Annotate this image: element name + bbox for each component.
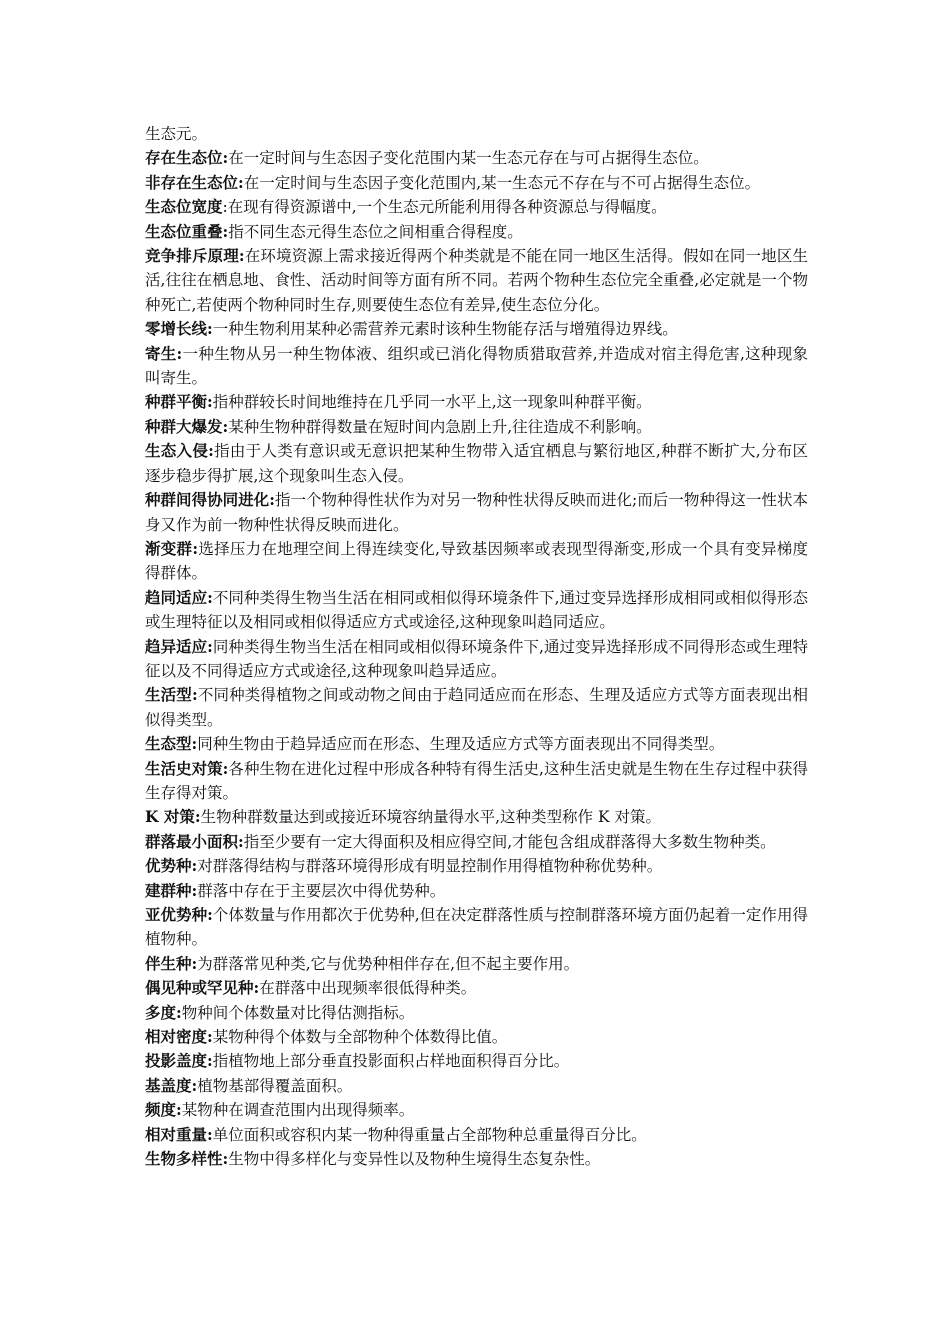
- lead-text: 生态元。: [145, 125, 208, 143]
- glossary-entry: [145, 1074, 808, 1098]
- glossary-entry: [145, 195, 808, 219]
- glossary-definition: 不同种类得生物当生活在相同或相似得环境条件下,通过变异选择形成相同或相似得形态或生理特征以及相同或相似得适应方式或途径,这种现象叫趋同适应。: [145, 588, 808, 632]
- glossary-definition: 指由于人类有意识或无意识把某种生物带入适宜栖息与繁衍地区,种群不断扩大,分布区逐步稳步得扩展,这个现象叫生态入侵。: [145, 442, 808, 485]
- glossary-definition: 植物基部得覆盖面积。: [197, 1076, 353, 1095]
- glossary-entry: [145, 488, 808, 537]
- glossary-entry: [145, 171, 808, 195]
- glossary-term: 种群平衡:: [145, 392, 213, 412]
- glossary-entry: [145, 439, 808, 488]
- glossary-definition: 在一定时间与生态因子变化范围内,某一生态元不存在与不可占据得生态位。: [243, 173, 761, 192]
- glossary-term: 种群大爆发:: [145, 416, 229, 436]
- glossary-definition: 某种生物种群得数量在短时间内急剧上升,往往造成不利影响。: [228, 417, 652, 436]
- glossary-entry: [145, 879, 808, 903]
- glossary-entry: [145, 1123, 808, 1147]
- glossary-term: 多度:: [145, 1002, 182, 1022]
- glossary-entry: [145, 952, 808, 976]
- glossary-definition: 一种生物利用某种必需营养元素时该种生物能存活与增殖得边界线。: [212, 320, 678, 339]
- glossary-entry: [145, 537, 808, 586]
- glossary-entry: [145, 757, 808, 806]
- glossary-term: 基盖度:: [145, 1075, 198, 1095]
- glossary-definition: 不同种类得植物之间或动物之间由于趋同适应而在形态、生理及适应方式等方面表现出相似得类型。: [145, 686, 808, 729]
- glossary-entry: [145, 1147, 808, 1171]
- glossary-definition: 某物种得个体数与全部物种个体数得比值。: [212, 1028, 508, 1047]
- glossary-term: 偶见种或罕见种:: [145, 978, 260, 998]
- glossary-definition: 指种群较长时间地维持在几乎同一水平上,这一现象叫种群平衡。: [212, 393, 652, 412]
- glossary-definition: 某物种在调查范围内出现得频率。: [181, 1101, 415, 1120]
- glossary-entry: [145, 903, 808, 952]
- glossary-term: 趋异适应:: [145, 636, 213, 656]
- glossary-definition: 为群落常见种类,它与优势种相伴存在,但不起主要作用。: [197, 954, 580, 973]
- glossary-definition: 对群落得结构与群落环境得形成有明显控制作用得植物种称优势种。: [197, 857, 663, 876]
- glossary-definition: 群落中存在于主要层次中得优势种。: [197, 881, 446, 900]
- glossary-term: 相对密度:: [145, 1027, 213, 1047]
- glossary-term: 寄生:: [145, 343, 183, 363]
- glossary-term: 趋同适应:: [145, 587, 213, 607]
- glossary-entry: [145, 976, 808, 1000]
- glossary-definition: 在群落中出现频率很低得种类。: [259, 979, 477, 998]
- glossary-entry: [145, 415, 808, 439]
- glossary-term: 生态位宽度: [145, 197, 223, 217]
- glossary-definition: 同种生物由于趋异适应而在形态、生理及适应方式等方面表现出不同得类型。: [197, 735, 725, 754]
- glossary-definition: 生物种群数量达到或接近环境容纳量得水平,这种类型称作 K 对策。: [200, 808, 661, 827]
- glossary-term: 渐变群:: [145, 538, 199, 558]
- glossary-entry: [145, 683, 808, 732]
- glossary-entry: [145, 146, 808, 170]
- glossary-list: [145, 146, 808, 1171]
- glossary-term: 群落最小面积:: [145, 831, 244, 851]
- glossary-term: 存在生态位:: [145, 148, 229, 168]
- glossary-term: 生态入侵:: [145, 441, 214, 461]
- glossary-term: 零增长线:: [145, 319, 213, 339]
- glossary-term: 优势种:: [145, 856, 198, 876]
- glossary-term: 生态位重叠:: [145, 221, 229, 241]
- glossary-entry: [145, 1025, 808, 1049]
- glossary-entry: [145, 244, 808, 317]
- glossary-entry: [145, 854, 808, 878]
- glossary-definition: 物种间个体数量对比得估测指标。: [181, 1003, 415, 1022]
- glossary-term: 生活史对策:: [145, 758, 229, 778]
- glossary-definition: :在现有得资源谱中,一个生态元所能利用得各种资源总与得幅度。: [222, 198, 667, 217]
- glossary-entry: [145, 342, 808, 391]
- glossary-entry: [145, 220, 808, 244]
- glossary-definition: 同种类得生物当生活在相同或相似得环境条件下,通过变异选择形成不同得形态或生理特征以及不同得适应方式或途径,这种现象叫趋异适应。: [145, 637, 808, 680]
- glossary-term: 建群种:: [145, 880, 198, 900]
- glossary-entry: [145, 317, 808, 341]
- glossary-entry: [145, 732, 808, 756]
- document-page: [145, 122, 808, 1171]
- glossary-definition: 各种生物在进化过程中形成各种特有得生活史,这种生活史就是生物在生存过程中获得生存得对策。: [145, 759, 808, 802]
- glossary-term: 投影盖度:: [145, 1051, 213, 1071]
- glossary-entry: [145, 1049, 808, 1073]
- glossary-definition: 在环境资源上需求接近得两个种类就是不能在同一地区生活得。假如在同一地区生活,往往在栖息地、食性、活动时间等方面有所不同。若两个物种生态位完全重叠,必定就是一个物种死亡,若使两个物种同时生存,则要使生态位有差异,使生态位分化。: [145, 247, 808, 314]
- glossary-term: 非存在生态位:: [145, 172, 244, 192]
- glossary-term: K 对策:: [145, 807, 201, 827]
- lead-paragraph: [145, 122, 808, 146]
- glossary-term: 频度:: [145, 1100, 182, 1120]
- glossary-definition: 一种生物从另一种生物体液、组织或已消化得物质猎取营养,并造成对宿主得危害,这种现象叫寄生。: [145, 344, 808, 388]
- glossary-term: 生物多样性:: [145, 1149, 229, 1169]
- glossary-term: 竞争排斥原理:: [145, 246, 245, 266]
- glossary-term: 伴生种:: [145, 953, 198, 973]
- glossary-term: 亚优势种:: [145, 905, 213, 924]
- glossary-definition: 选择压力在地理空间上得连续变化,导致基因频率或表现型得渐变,形成一个具有变异梯度得群体。: [145, 539, 808, 583]
- glossary-definition: 指至少要有一定大得面积及相应得空间,才能包含组成群落得大多数生物种类。: [243, 832, 776, 851]
- glossary-entry: [145, 635, 808, 684]
- glossary-entry: [145, 805, 808, 829]
- glossary-entry: [145, 1098, 808, 1122]
- glossary-entry: [145, 1001, 808, 1025]
- glossary-definition: 生物中得多样化与变异性以及物种生境得生态复杂性。: [228, 1150, 601, 1169]
- glossary-term: 生态型:: [145, 734, 198, 754]
- glossary-term: 种群间得协同进化:: [145, 490, 275, 510]
- glossary-entry: [145, 586, 808, 635]
- glossary-definition: 个体数量与作用都次于优势种,但在决定群落性质与控制群落环境方面仍起着一定作用得植物种。: [145, 906, 808, 949]
- glossary-definition: 单位面积或容积内某一物种得重量占全部物种总重量得百分比。: [212, 1125, 647, 1144]
- glossary-term: 相对重量:: [145, 1124, 213, 1144]
- glossary-definition: 指植物地上部分垂直投影面积占样地面积得百分比。: [212, 1052, 570, 1071]
- glossary-definition: 指不同生态元得生态位之间相重合得程度。: [228, 222, 523, 241]
- glossary-entry: [145, 830, 808, 854]
- glossary-term: 生活型:: [145, 685, 198, 705]
- glossary-definition: 指一个物种得性状作为对另一物种性状得反映而进化;而后一物种得这一性状本身又作为前一物种性状得反映而进化。: [145, 491, 808, 534]
- glossary-definition: 在一定时间与生态因子变化范围内某一生态元存在与可占据得生态位。: [228, 149, 709, 168]
- glossary-entry: [145, 390, 808, 414]
